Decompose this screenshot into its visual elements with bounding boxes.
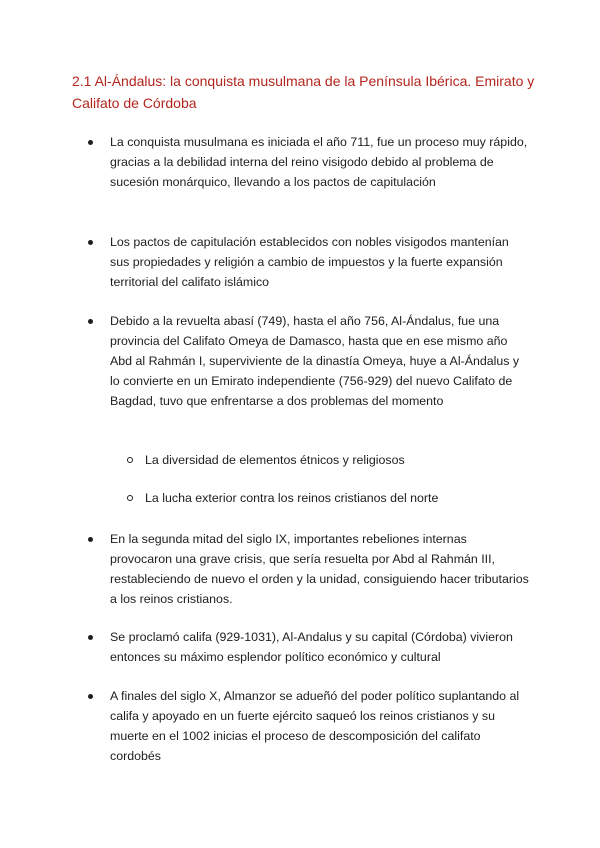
bullet-item-6 [110,686,530,766]
bullet-text: En la segunda mitad del siglo IX, importantes rebeliones internas provocaron una grave crisis, que sería resuelta por Abd al Rahmán III, restableciendo de nuevo el orden y la unidad, consiguiendo hacer tributarios a los reinos cristianos. [110,532,529,606]
bullet-circle-icon [127,457,133,463]
bullet-text: Debido a la revuelta abasí (749), hasta el año 756, Al-Ándalus, fue una provincia del Califato Omeya de Damasco, hasta que en ese mismo año Abd al Rahmán I, superviviente de la dinastía Omeya, huye a Al-Ándalus y lo convierte en un Emirato independiente (756-929) del nuevo Califato de Bagdad, tuvo que enfrentarse a dos problemas del momento [110,314,520,408]
bullet-item-4 [110,529,530,609]
bullet-dot-icon [88,635,93,640]
bullet-dot-icon [88,140,93,145]
bullet-item-1 [110,132,530,192]
section-heading: 2.1 Al-Ándalus: la conquista musulmana de la Península Ibérica. Emirato y Califato de Córdoba [72,73,535,111]
bullet-item-2 [110,232,530,292]
subbullet-text: La lucha exterior contra los reinos cristianos del norte [145,491,439,505]
subbullet-item-2 [145,488,525,508]
subbullet-item-1 [145,450,525,470]
bullet-dot-icon [88,319,93,324]
bullet-item-3 [110,311,530,411]
bullet-text: La conquista musulmana es iniciada el año 711, fue un proceso muy rápido, gracias a la debilidad interna del reino visigodo debido al problema de sucesión monárquico, llevando a los pactos de capitulación [110,135,528,189]
bullet-text: Se proclamó califa (929-1031), Al-Andalus y su capital (Córdoba) vivieron entonces su máximo esplendor político económico y cultural [110,630,513,664]
bullet-text: Los pactos de capitulación establecidos con nobles visigodos mantenían sus propiedades y religión a cambio de impuestos y la fuerte expansión territorial del califato islámico [110,235,509,289]
bullet-text: A finales del siglo X, Almanzor se adueñó del poder político suplantando al califa y apoyado en un fuerte ejército saqueó los reinos cristianos y su muerte en el 1002 inicias el proceso de descomposición del califato cordobés [110,689,520,763]
bullet-item-5 [110,627,530,667]
bullet-circle-icon [127,495,133,501]
bullet-dot-icon [88,240,93,245]
bullet-dot-icon [88,537,93,542]
subbullet-text: La diversidad de elementos étnicos y religiosos [145,453,405,467]
bullet-dot-icon [88,694,93,699]
